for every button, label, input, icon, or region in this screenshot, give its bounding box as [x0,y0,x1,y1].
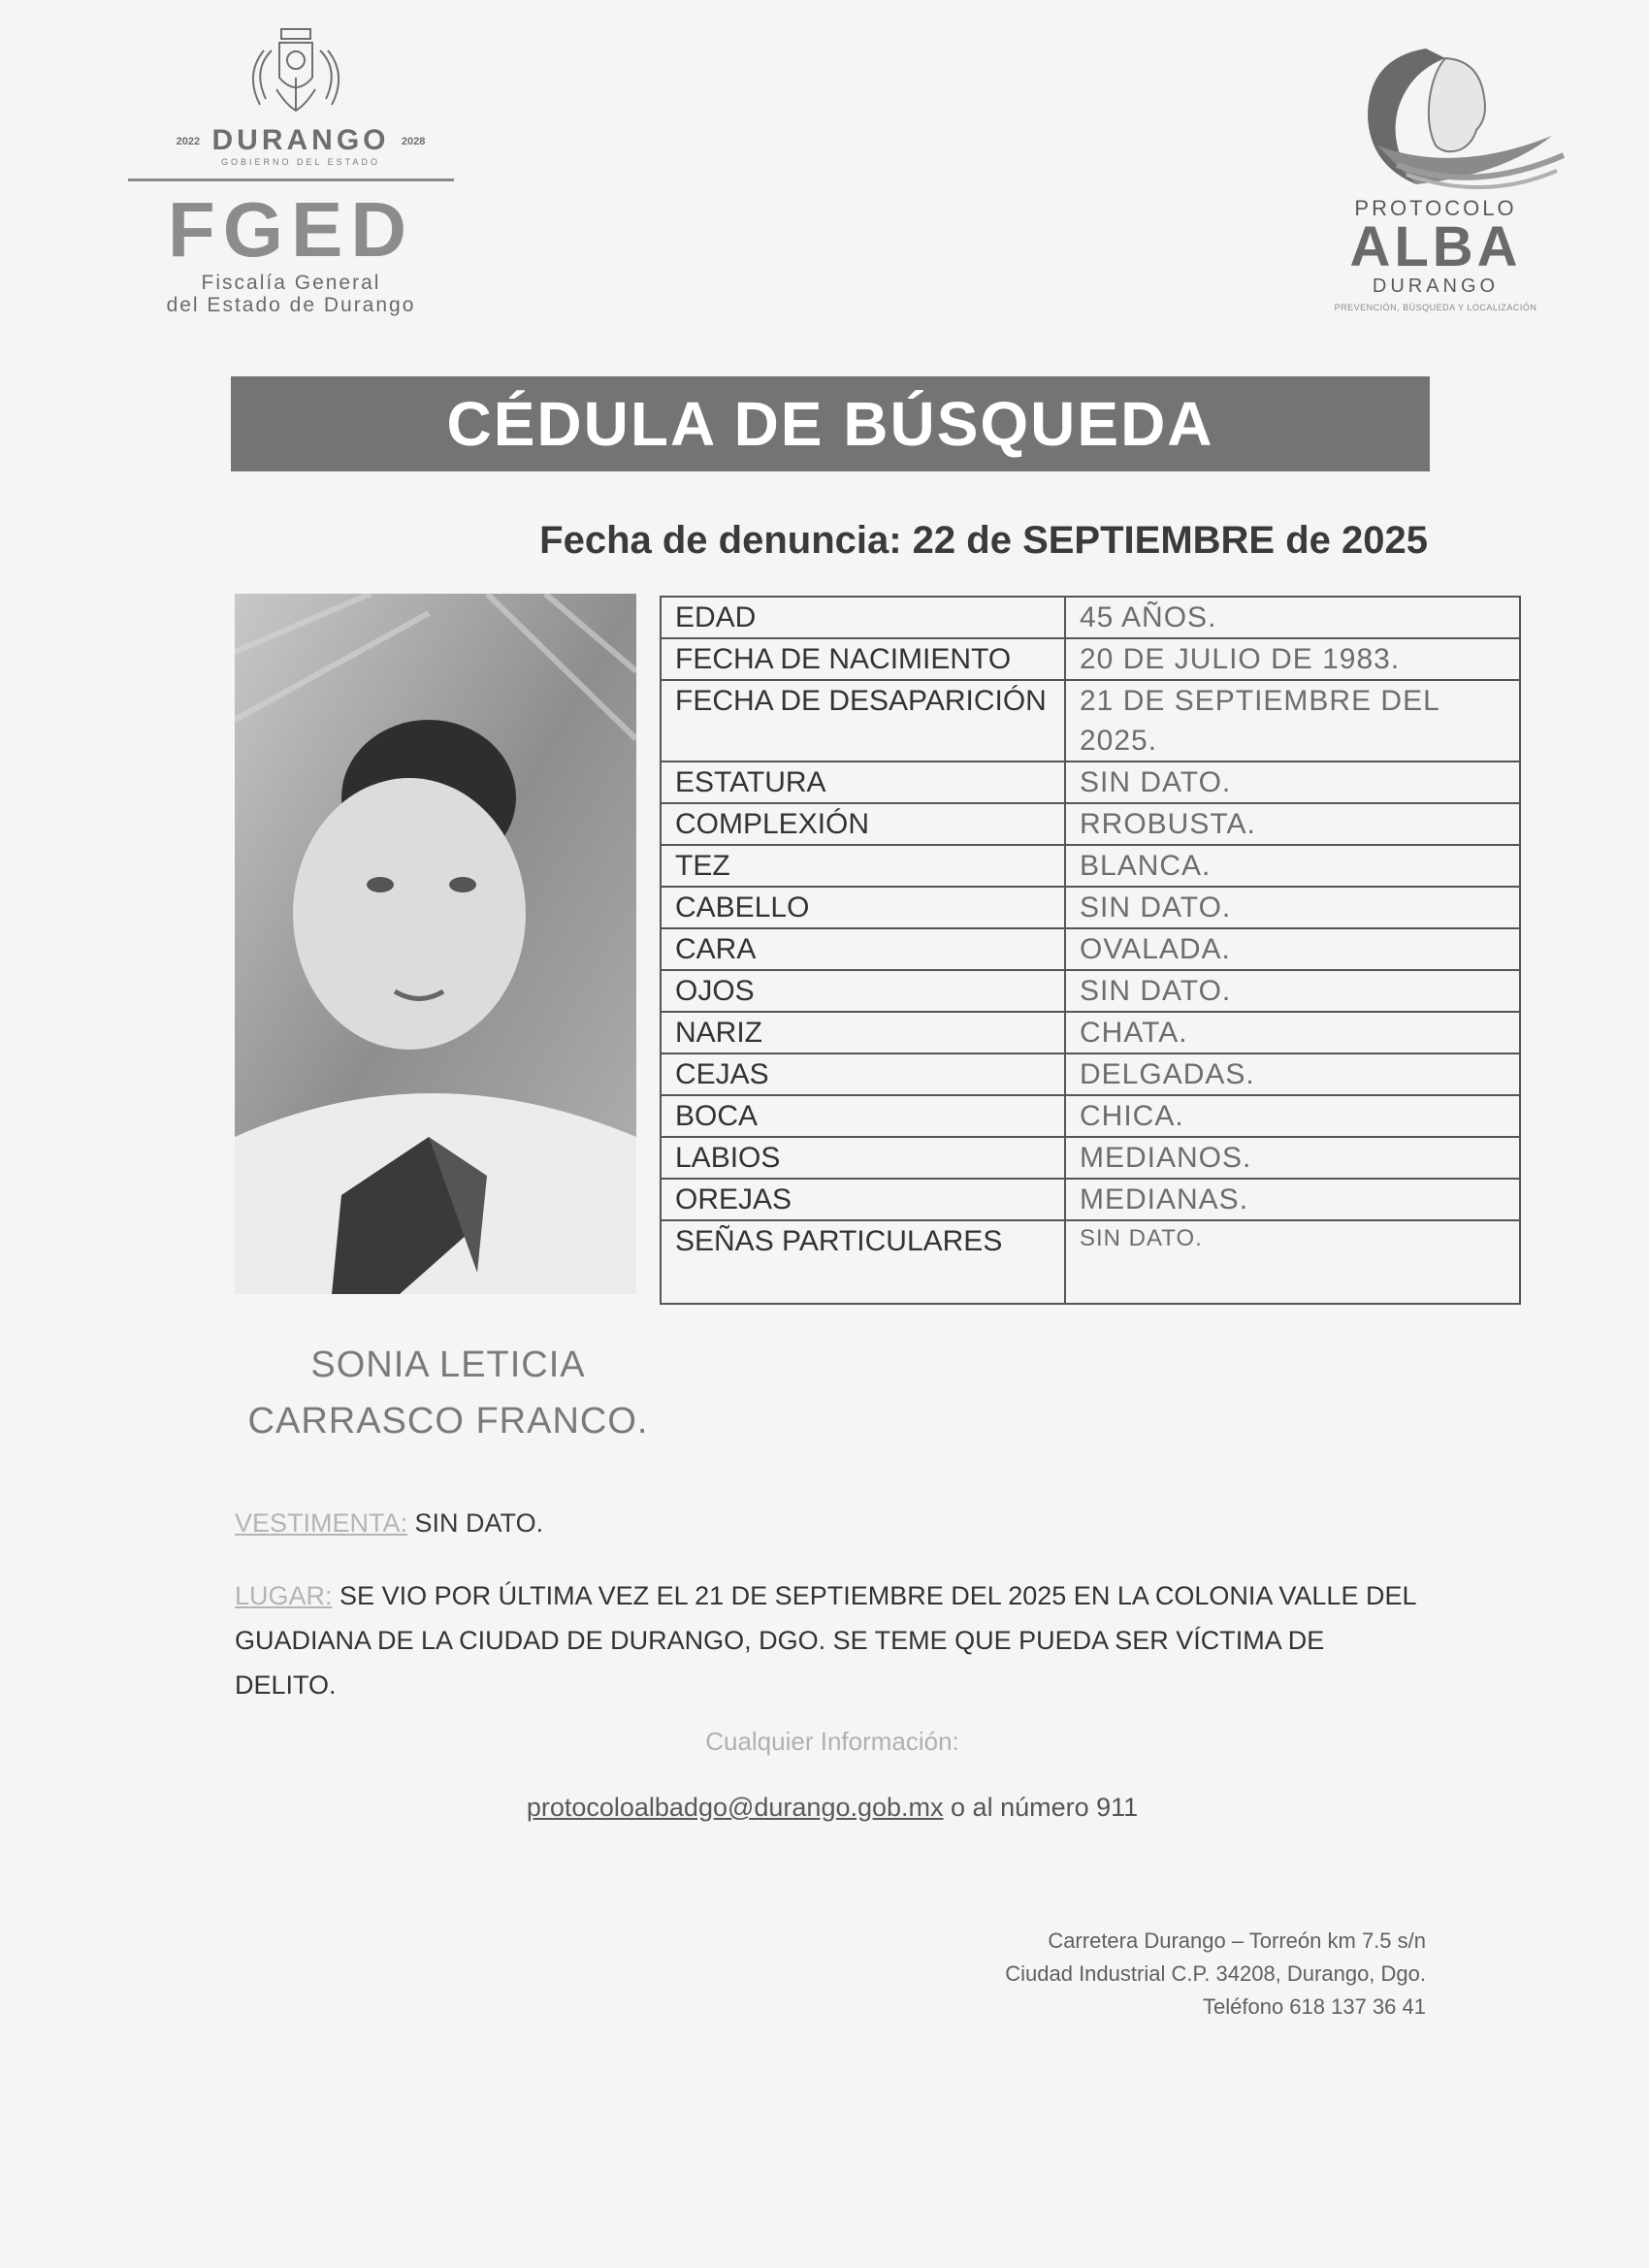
details-table [660,596,1521,1305]
detail-label: COMPLEXIÓN [661,803,1065,845]
detail-label: OJOS [661,970,1065,1012]
clothing-label: VESTIMENTA: [235,1508,408,1538]
person-first-name: SONIA LETICIA [310,1345,586,1385]
detail-value: DELGADAS. [1065,1053,1520,1095]
detail-value: OVALADA. [1065,928,1520,970]
detail-value: MEDIANOS. [1065,1137,1520,1179]
detail-value: 45 AÑOS. [1065,597,1520,638]
person-photo-icon [235,594,636,1294]
table-row [661,680,1520,761]
table-row [661,1053,1520,1095]
detail-label: OREJAS [661,1179,1065,1220]
contact-line [235,1793,1430,1823]
table-row [661,845,1520,887]
detail-label: CABELLO [661,887,1065,928]
page-title: CÉDULA DE BÚSQUEDA [231,376,1430,471]
table-row [661,1137,1520,1179]
address-phone: Teléfono 618 137 36 41 [1203,1994,1426,2019]
detail-value: RROBUSTA. [1065,803,1520,845]
location-value: SE VIO POR ÚLTIMA VEZ EL 21 DE SEPTIEMBRE DEL 2025 EN LA COLONIA VALLE DEL GUADIANA DE LA CIUDAD DE DURANGO, DGO. SE TEME QUE PUEDA SER VÍCTIMA DE DELITO. [235,1581,1416,1700]
table-row [661,803,1520,845]
detail-label: FECHA DE NACIMIENTO [661,638,1065,680]
table-row [661,761,1520,803]
table-row [661,970,1520,1012]
person-name [235,1337,662,1449]
fged-acronym: FGED [167,186,415,273]
table-row [661,887,1520,928]
detail-value: CHICA. [1065,1095,1520,1137]
detail-value: CHATA. [1065,1012,1520,1053]
table-row [661,1012,1520,1053]
detail-label: CARA [661,928,1065,970]
table-row [661,597,1520,638]
detail-label: LABIOS [661,1137,1065,1179]
contact-email-link[interactable]: protocoloalbadgo@durango.gob.mx [526,1793,944,1822]
contact-heading: Cualquier Información: [705,1727,959,1756]
alba-name: ALBA [1349,215,1522,278]
table-row [661,638,1520,680]
woman-profile-logo-icon [1310,29,1571,204]
table-row [661,1220,1520,1304]
table-row [661,928,1520,970]
alba-protocol: PROTOCOLO [1354,196,1517,220]
government-label: GOBIERNO DEL ESTADO [220,157,381,167]
detail-value: 21 DE SEPTIEMBRE DEL 2025. [1065,680,1520,761]
coat-of-arms-icon [242,21,349,118]
detail-label: CEJAS [661,1053,1065,1095]
table-row [661,1179,1520,1220]
detail-value: SIN DATO. [1065,1220,1520,1304]
detail-label: BOCA [661,1095,1065,1137]
fged-line2: del Estado de Durango [166,294,416,316]
detail-value: SIN DATO. [1065,761,1520,803]
clothing-field [235,1508,543,1539]
fged-line1: Fiscalía General [201,272,381,294]
detail-label: EDAD [661,597,1065,638]
detail-value: SIN DATO. [1065,887,1520,928]
clothing-value: SIN DATO. [414,1508,544,1538]
detail-label: SEÑAS PARTICULARES [661,1220,1065,1304]
alba-state: DURANGO [1372,275,1500,297]
detail-label: FECHA DE DESAPARICIÓN [661,680,1065,761]
alba-tagline: PREVENCIÓN, BÚSQUEDA Y LOCALIZACIÓN [1334,303,1537,312]
state-name: 2022 DURANGO 2028 [176,124,426,156]
divider [128,178,454,181]
detail-value: 20 DE JULIO DE 1983. [1065,638,1520,680]
location-label: LUGAR: [235,1581,333,1610]
location-field [235,1573,1430,1707]
detail-label: ESTATURA [661,761,1065,803]
detail-value: BLANCA. [1065,845,1520,887]
detail-label: TEZ [661,845,1065,887]
report-date: Fecha de denuncia: 22 de SEPTIEMBRE de 2025 [539,519,1428,562]
detail-value: MEDIANAS. [1065,1179,1520,1220]
contact-phone-text: o al número 911 [943,1793,1139,1822]
detail-label: NARIZ [661,1012,1065,1053]
address-line2: Ciudad Industrial C.P. 34208, Durango, Dgo. [1005,1961,1426,1986]
detail-value: SIN DATO. [1065,970,1520,1012]
person-last-name: CARRASCO FRANCO. [247,1401,649,1442]
address-line1: Carretera Durango – Torreón km 7.5 s/n [1048,1928,1426,1953]
table-row [661,1095,1520,1137]
